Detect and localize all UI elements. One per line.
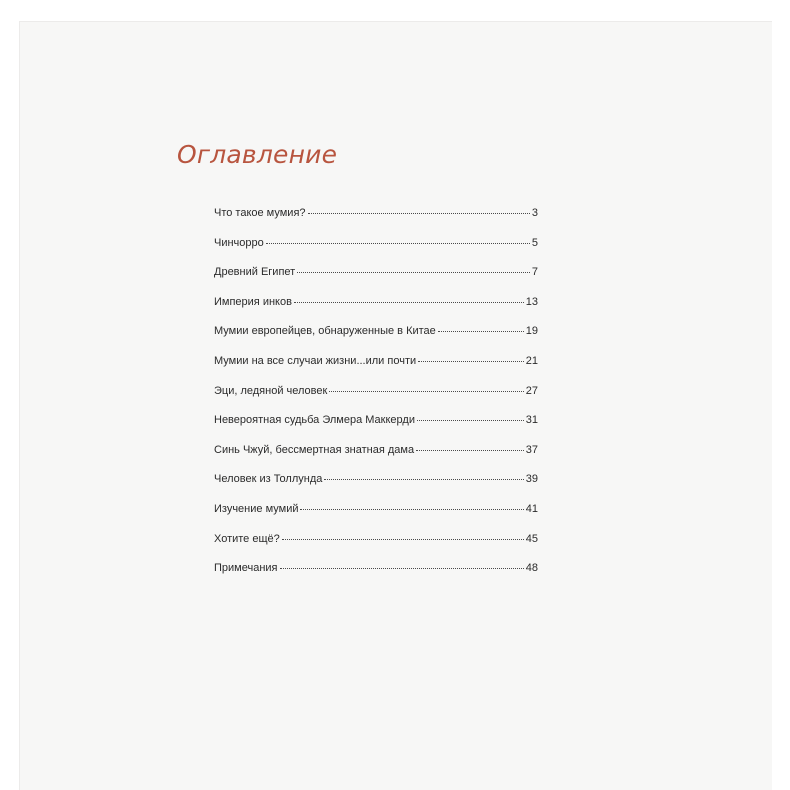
- toc-entry: [214, 355, 538, 385]
- toc-entry-title: Человек из Толлунда: [214, 473, 323, 486]
- dot-leader: [300, 509, 523, 510]
- dot-leader: [416, 450, 524, 451]
- toc-entry-title: Чинчорро: [214, 236, 264, 249]
- dot-leader: [308, 213, 530, 214]
- toc-entry-title: Примечания: [214, 562, 278, 575]
- toc-list: [214, 207, 538, 592]
- dot-leader: [297, 272, 530, 273]
- toc-entry-title: Древний Египет: [214, 266, 296, 279]
- toc-entry-page-number: 31: [525, 414, 538, 427]
- toc-entry: [214, 385, 538, 415]
- toc-entry-title: Эци, ледяной человек: [214, 384, 328, 397]
- toc-entry-title: Империя инков: [214, 295, 292, 308]
- toc-title: Оглавление: [177, 140, 338, 169]
- toc-entry-page-number: 13: [525, 295, 538, 308]
- toc-entry-page-number: 7: [531, 266, 538, 279]
- toc-entry: [214, 237, 538, 267]
- page-edge: [772, 0, 790, 790]
- dot-leader: [418, 361, 524, 362]
- toc-entry-title: Мумии на все случаи жизни...или почти: [214, 354, 417, 367]
- toc-entry-page-number: 3: [531, 207, 538, 219]
- toc-entry: [214, 266, 538, 296]
- toc-entry: [214, 207, 538, 237]
- toc-entry-title: Что такое мумия?: [214, 207, 306, 219]
- toc-entry: [214, 296, 538, 326]
- dot-leader: [266, 243, 530, 244]
- toc-entry-title: Синь Чжуй, бессмертная знатная дама: [214, 443, 415, 456]
- toc-entry-page-number: 27: [525, 384, 538, 397]
- toc-entry: [214, 444, 538, 474]
- toc-entry-page-number: 19: [525, 325, 538, 338]
- toc-entry-title: Мумии европейцев, обнаруженные в Китае: [214, 325, 436, 338]
- toc-entry-page-number: 37: [525, 443, 538, 456]
- toc-entry: [214, 473, 538, 503]
- toc-entry-page-number: 45: [525, 532, 538, 545]
- toc-entry-title: Невероятная судьба Элмера Маккерди: [214, 414, 415, 427]
- toc-entry: [214, 325, 538, 355]
- toc-entry-page-number: 41: [525, 502, 538, 515]
- toc-entry-page-number: 5: [531, 236, 538, 249]
- toc-entry: [214, 562, 538, 592]
- toc-entry: [214, 503, 538, 533]
- toc-entry-page-number: 39: [525, 473, 538, 486]
- toc-entry-title: Хотите ещё?: [214, 532, 280, 545]
- dot-leader: [417, 420, 524, 421]
- dot-leader: [280, 568, 524, 569]
- dot-leader: [282, 539, 524, 540]
- dot-leader: [329, 391, 523, 392]
- toc-entry-page-number: 48: [525, 562, 538, 575]
- toc-entry: [214, 414, 538, 444]
- dot-leader: [294, 302, 524, 303]
- toc-entry-page-number: 21: [525, 354, 538, 367]
- dot-leader: [324, 479, 523, 480]
- toc-entry: [214, 533, 538, 563]
- toc-entry-title: Изучение мумий: [214, 502, 299, 515]
- dot-leader: [438, 331, 524, 332]
